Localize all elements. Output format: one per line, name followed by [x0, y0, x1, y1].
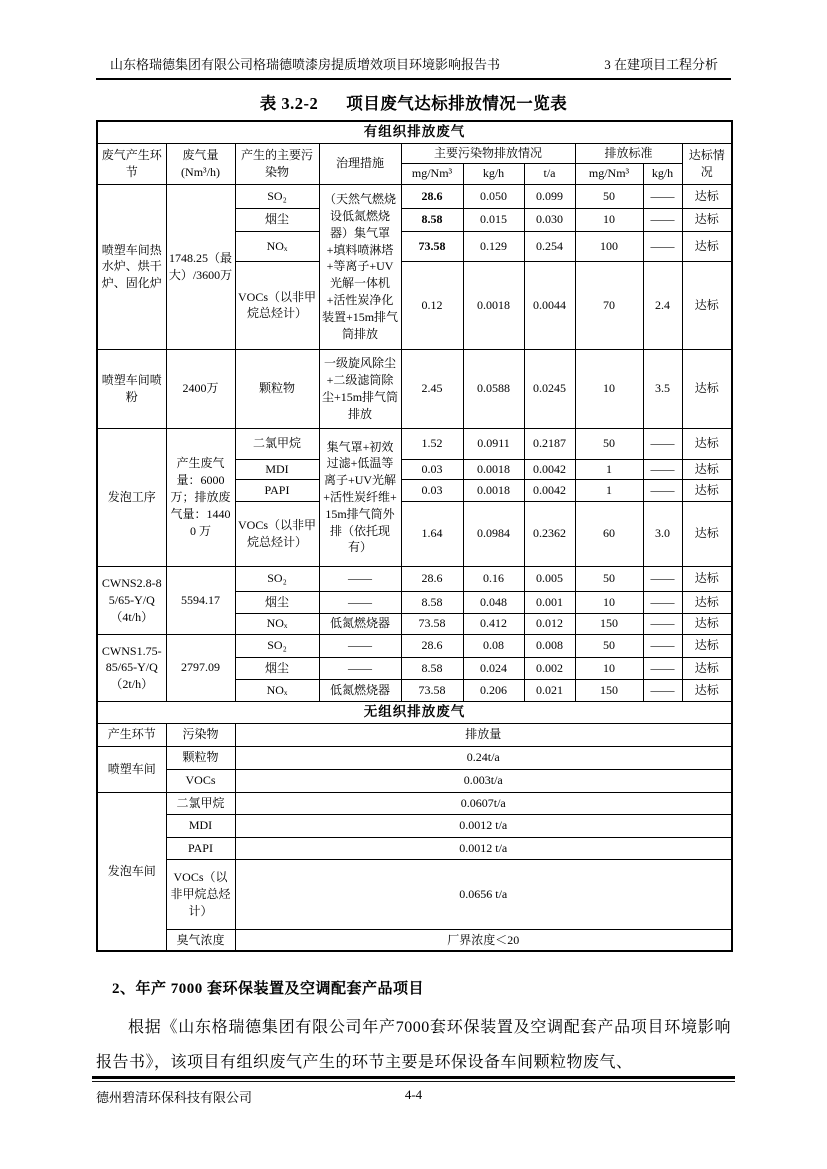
status-cell: 达标: [682, 591, 732, 613]
std-cell-conc: 1: [575, 479, 643, 501]
value-cell-conc: 1.64: [401, 501, 463, 566]
value-cell-kgh: 0.206: [463, 679, 524, 701]
value-cell-kgh: 0.0911: [463, 428, 524, 459]
std-cell-conc: 150: [575, 613, 643, 634]
std-cell-conc: 10: [575, 349, 643, 428]
section-title-unorganized: 无组织排放废气: [97, 701, 732, 723]
std-cell-conc: 1: [575, 459, 643, 479]
upollutant-cell: MDI: [166, 814, 235, 837]
std-cell-rate: ——: [643, 634, 682, 657]
header-amount-line2: (Nm³/h): [181, 164, 220, 179]
page-number: 4-4: [404, 1087, 423, 1102]
unit-cell: kg/h: [643, 163, 682, 184]
value-cell-kgh: 0.08: [463, 634, 524, 657]
uamount-cell: 0.0607t/a: [235, 792, 732, 814]
measure-cell: （天然气燃烧设低氮燃烧器）集气罩+填料喷淋塔+等离子+UV光解一体机+活性炭净化装置+15m排气筒排放: [319, 184, 401, 349]
value-cell-conc: 28.6: [401, 634, 463, 657]
header-standard-group: 排放标准: [575, 143, 682, 163]
source-cell: CWNS1.75-85/65-Y/Q（2t/h）: [97, 634, 166, 701]
value-cell-ta: 0.0044: [524, 261, 575, 349]
status-cell: 达标: [682, 634, 732, 657]
std-cell-rate: ——: [643, 613, 682, 634]
header-source: 废气产生环节: [97, 143, 166, 184]
std-cell-conc: 150: [575, 679, 643, 701]
status-cell: 达标: [682, 349, 732, 428]
uamount-cell: 0.0012 t/a: [235, 837, 732, 859]
pollutant-cell: SO₂: [235, 634, 319, 657]
value-cell-ta: 0.001: [524, 591, 575, 613]
measure-cell: ——: [319, 657, 401, 679]
status-cell: 达标: [682, 184, 732, 208]
header-amount: [166, 143, 235, 184]
pollutant-cell: 颗粒物: [235, 349, 319, 428]
value-cell-kgh: 0.0018: [463, 261, 524, 349]
pollutant-cell: SO₂: [235, 566, 319, 591]
unit-cell: t/a: [524, 163, 575, 184]
measure-cell: 集气罩+初效过滤+低温等离子+UV光解+活性炭纤维+15m排气筒外排（依托现有）: [319, 428, 401, 566]
status-cell: 达标: [682, 261, 732, 349]
uamount-cell: 0.24t/a: [235, 746, 732, 769]
std-cell-rate: ——: [643, 231, 682, 261]
value-cell-conc: 1.52: [401, 428, 463, 459]
uamount-cell: 0.003t/a: [235, 769, 732, 792]
pollutant-cell: NOₓ: [235, 613, 319, 634]
status-cell: 达标: [682, 679, 732, 701]
pollutant-cell: VOCs（以非甲烷总烃计）: [235, 501, 319, 566]
std-cell-conc: 10: [575, 591, 643, 613]
std-cell-conc: 100: [575, 231, 643, 261]
header-measure: 治理措施: [319, 143, 401, 184]
std-cell-conc: 50: [575, 634, 643, 657]
unit-cell: mg/Nm³: [575, 163, 643, 184]
value-cell-kgh: 0.0588: [463, 349, 524, 428]
section-title-organized: 有组织排放废气: [97, 121, 732, 143]
upollutant-cell: 二氯甲烷: [166, 792, 235, 814]
std-cell-conc: 10: [575, 208, 643, 231]
unit-cell: kg/h: [463, 163, 524, 184]
std-cell-conc: 60: [575, 501, 643, 566]
pollutant-cell: NOₓ: [235, 231, 319, 261]
uheader-pollutant: 污染物: [166, 723, 235, 746]
value-cell-kgh: 0.0984: [463, 501, 524, 566]
pollutant-cell: MDI: [235, 459, 319, 479]
table-caption-title: 项目废气达标排放情况一览表: [346, 94, 568, 113]
upollutant-cell: 臭气浓度: [166, 929, 235, 951]
value-cell-kgh: 0.024: [463, 657, 524, 679]
pollutant-cell: NOₓ: [235, 679, 319, 701]
upollutant-cell: VOCs（以非甲烷总烃计）: [166, 859, 235, 929]
value-cell-kgh: 0.16: [463, 566, 524, 591]
measure-cell: ——: [319, 634, 401, 657]
pollutant-cell: 烟尘: [235, 657, 319, 679]
value-cell-ta: 0.254: [524, 231, 575, 261]
value-cell-kgh: 0.0018: [463, 479, 524, 501]
header-compliance: 达标情况: [682, 143, 732, 184]
value-cell-ta: 0.021: [524, 679, 575, 701]
std-cell-rate: 2.4: [643, 261, 682, 349]
pollutant-cell: SO₂: [235, 184, 319, 208]
measure-cell: 低氮燃烧器: [319, 613, 401, 634]
std-cell-rate: ——: [643, 459, 682, 479]
std-cell-rate: 3.5: [643, 349, 682, 428]
ustage-cell: 发泡车间: [97, 792, 166, 951]
header-right-text: 3 在建项目工程分析: [604, 57, 718, 72]
uheader-amount: 排放量: [235, 723, 732, 746]
value-cell-kgh: 0.412: [463, 613, 524, 634]
table-caption-label: 表 3.2-2: [259, 94, 319, 113]
pollutant-cell: 烟尘: [235, 591, 319, 613]
status-cell: 达标: [682, 208, 732, 231]
footer-company: 德州碧清环保科技有限公司: [96, 1090, 253, 1105]
source-cell: 喷塑车间热水炉、烘干炉、固化炉: [97, 184, 166, 349]
amount-cell: 2400万: [166, 349, 235, 428]
value-cell-ta: 0.030: [524, 208, 575, 231]
value-cell-conc: 73.58: [401, 613, 463, 634]
value-cell-ta: 0.008: [524, 634, 575, 657]
std-cell-conc: 10: [575, 657, 643, 679]
emissions-table: [96, 120, 733, 952]
std-cell-rate: ——: [643, 208, 682, 231]
header-emission-group: 主要污染物排放情况: [401, 143, 575, 163]
value-cell-kgh: 0.0018: [463, 459, 524, 479]
std-cell-rate: ——: [643, 479, 682, 501]
status-cell: 达标: [682, 479, 732, 501]
value-cell-conc: 8.58: [401, 591, 463, 613]
std-cell-rate: ——: [643, 591, 682, 613]
std-cell-rate: ——: [643, 657, 682, 679]
value-cell-conc: 0.03: [401, 479, 463, 501]
status-cell: 达标: [682, 566, 732, 591]
value-cell-conc: 73.58: [401, 231, 463, 261]
unit-cell: mg/Nm³: [401, 163, 463, 184]
measure-cell: 低氮燃烧器: [319, 679, 401, 701]
value-cell-ta: 0.0245: [524, 349, 575, 428]
table-caption: [96, 90, 731, 114]
upollutant-cell: VOCs: [166, 769, 235, 792]
value-cell-conc: 2.45: [401, 349, 463, 428]
value-cell-ta: 0.0042: [524, 479, 575, 501]
std-cell-rate: ——: [643, 679, 682, 701]
std-cell-conc: 70: [575, 261, 643, 349]
body-paragraph: 根据《山东格瑞德集团有限公司年产7000套环保装置及空调配套产品项目环境影响报告书》，该项目有组织废气产生的环节主要是环保设备车间颗粒物废气、: [96, 1019, 731, 1072]
body-heading: 2、年产 7000 套环保装置及空调配套产品项目: [112, 981, 425, 998]
std-cell-conc: 50: [575, 184, 643, 208]
std-cell-conc: 50: [575, 428, 643, 459]
pollutant-cell: VOCs（以非甲烷总烃计）: [235, 261, 319, 349]
std-cell-rate: ——: [643, 428, 682, 459]
amount-cell: 1748.25（最大）/3600万: [166, 184, 235, 349]
page-header: [96, 54, 731, 80]
source-cell: 喷塑车间喷粉: [97, 349, 166, 428]
pollutant-cell: 二氯甲烷: [235, 428, 319, 459]
value-cell-conc: 0.03: [401, 459, 463, 479]
std-cell-rate: 3.0: [643, 501, 682, 566]
uheader-stage: 产生环节: [97, 723, 166, 746]
value-cell-conc: 73.58: [401, 679, 463, 701]
footer-rule: [92, 1076, 735, 1082]
uamount-cell: 0.0656 t/a: [235, 859, 732, 929]
value-cell-ta: 0.2187: [524, 428, 575, 459]
header-left-text: 山东格瑞德集团有限公司格瑞德喷漆房提质增效项目环境影响报告书: [110, 57, 501, 72]
value-cell-ta: 0.099: [524, 184, 575, 208]
status-cell: 达标: [682, 428, 732, 459]
std-cell-conc: 50: [575, 566, 643, 591]
amount-cell: 5594.17: [166, 566, 235, 634]
value-cell-ta: 0.012: [524, 613, 575, 634]
value-cell-conc: 0.12: [401, 261, 463, 349]
measure-cell: 一级旋风除尘+二级滤筒除尘+15m排气筒排放: [319, 349, 401, 428]
page-footer: [92, 1076, 735, 1106]
value-cell-kgh: 0.050: [463, 184, 524, 208]
pollutant-cell: PAPI: [235, 479, 319, 501]
uamount-cell: 厂界浓度＜20: [235, 929, 732, 951]
std-cell-rate: ——: [643, 566, 682, 591]
value-cell-ta: 0.002: [524, 657, 575, 679]
pollutant-cell: 烟尘: [235, 208, 319, 231]
status-cell: 达标: [682, 613, 732, 634]
value-cell-conc: 28.6: [401, 566, 463, 591]
source-cell: CWNS2.8-85/65-Y/Q（4t/h）: [97, 566, 166, 634]
status-cell: 达标: [682, 501, 732, 566]
value-cell-kgh: 0.129: [463, 231, 524, 261]
upollutant-cell: 颗粒物: [166, 746, 235, 769]
value-cell-ta: 0.2362: [524, 501, 575, 566]
amount-cell: 产生废气量：6000万；排放废气量：14400 万: [166, 428, 235, 566]
std-cell-rate: ——: [643, 184, 682, 208]
value-cell-ta: 0.005: [524, 566, 575, 591]
value-cell-ta: 0.0042: [524, 459, 575, 479]
measure-cell: ——: [319, 566, 401, 591]
value-cell-conc: 28.6: [401, 184, 463, 208]
header-pollutant: 产生的主要污染物: [235, 143, 319, 184]
uamount-cell: 0.0012 t/a: [235, 814, 732, 837]
ustage-cell: 喷塑车间: [97, 746, 166, 792]
value-cell-conc: 8.58: [401, 657, 463, 679]
value-cell-kgh: 0.015: [463, 208, 524, 231]
status-cell: 达标: [682, 231, 732, 261]
amount-cell: 2797.09: [166, 634, 235, 701]
upollutant-cell: PAPI: [166, 837, 235, 859]
status-cell: 达标: [682, 657, 732, 679]
value-cell-conc: 8.58: [401, 208, 463, 231]
value-cell-kgh: 0.048: [463, 591, 524, 613]
source-cell: 发泡工序: [97, 428, 166, 566]
header-amount-line1: 废气量: [182, 148, 219, 163]
measure-cell: ——: [319, 591, 401, 613]
status-cell: 达标: [682, 459, 732, 479]
